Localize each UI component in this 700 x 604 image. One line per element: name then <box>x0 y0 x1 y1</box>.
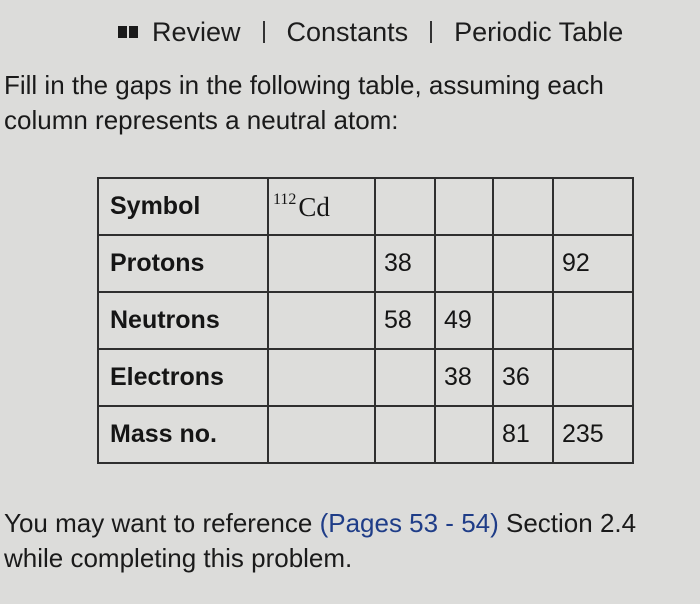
nav-separator <box>430 21 432 43</box>
problem-instructions: Fill in the gaps in the following table, assuming each column represents a neutral atom: <box>4 70 604 135</box>
table-cell[interactable] <box>553 292 633 349</box>
table-row-mass-number <box>98 406 633 463</box>
table-cell[interactable] <box>553 178 633 235</box>
isotope-notation <box>269 192 330 222</box>
row-header-protons: Protons <box>98 235 268 292</box>
isotope-mass-number: 112 <box>273 190 297 208</box>
table-cell[interactable]: 235 <box>553 406 633 463</box>
reference-text-before: You may want to reference <box>4 508 320 538</box>
table-cell[interactable] <box>493 178 553 235</box>
table-row-electrons <box>98 349 633 406</box>
pages-reference-link[interactable]: (Pages 53 - 54) <box>319 508 499 538</box>
table-cell[interactable]: 58 <box>375 292 435 349</box>
table-cell[interactable] <box>268 349 375 406</box>
table-cell[interactable]: 38 <box>435 349 493 406</box>
nav-separator <box>263 21 265 43</box>
table-cell[interactable] <box>553 349 633 406</box>
isotope-cell <box>268 178 375 235</box>
periodic-table-link[interactable]: Periodic Table <box>454 16 624 47</box>
table-cell[interactable] <box>268 292 375 349</box>
table-cell[interactable] <box>435 406 493 463</box>
table-cell[interactable] <box>268 235 375 292</box>
reference-note <box>4 506 694 576</box>
table-cell[interactable] <box>435 178 493 235</box>
table-cell[interactable]: 49 <box>435 292 493 349</box>
table-row-symbol <box>98 178 633 235</box>
row-header-neutrons: Neutrons <box>98 292 268 349</box>
table-cell[interactable] <box>375 349 435 406</box>
table-cell[interactable] <box>493 235 553 292</box>
table-cell[interactable] <box>268 406 375 463</box>
isotope-symbol: Cd <box>298 191 330 222</box>
review-link[interactable]: Review <box>152 16 241 47</box>
reference-text-after: Section 2.4 while completing this problem. <box>4 508 637 573</box>
row-header-electrons: Electrons <box>98 349 268 406</box>
table-cell[interactable] <box>435 235 493 292</box>
book-icon <box>118 26 138 38</box>
table-cell[interactable] <box>375 178 435 235</box>
atom-table <box>97 177 634 464</box>
table-cell[interactable]: 92 <box>553 235 633 292</box>
table-row-protons <box>98 235 633 292</box>
constants-link[interactable]: Constants <box>286 16 409 47</box>
top-navigation <box>118 16 623 48</box>
table-row-neutrons <box>98 292 633 349</box>
table-cell[interactable]: 81 <box>493 406 553 463</box>
row-header-mass-number: Mass no. <box>98 406 268 463</box>
table-cell[interactable] <box>375 406 435 463</box>
table-cell[interactable]: 38 <box>375 235 435 292</box>
row-header-symbol: Symbol <box>98 178 268 235</box>
table-cell[interactable] <box>493 292 553 349</box>
table-cell[interactable]: 36 <box>493 349 553 406</box>
